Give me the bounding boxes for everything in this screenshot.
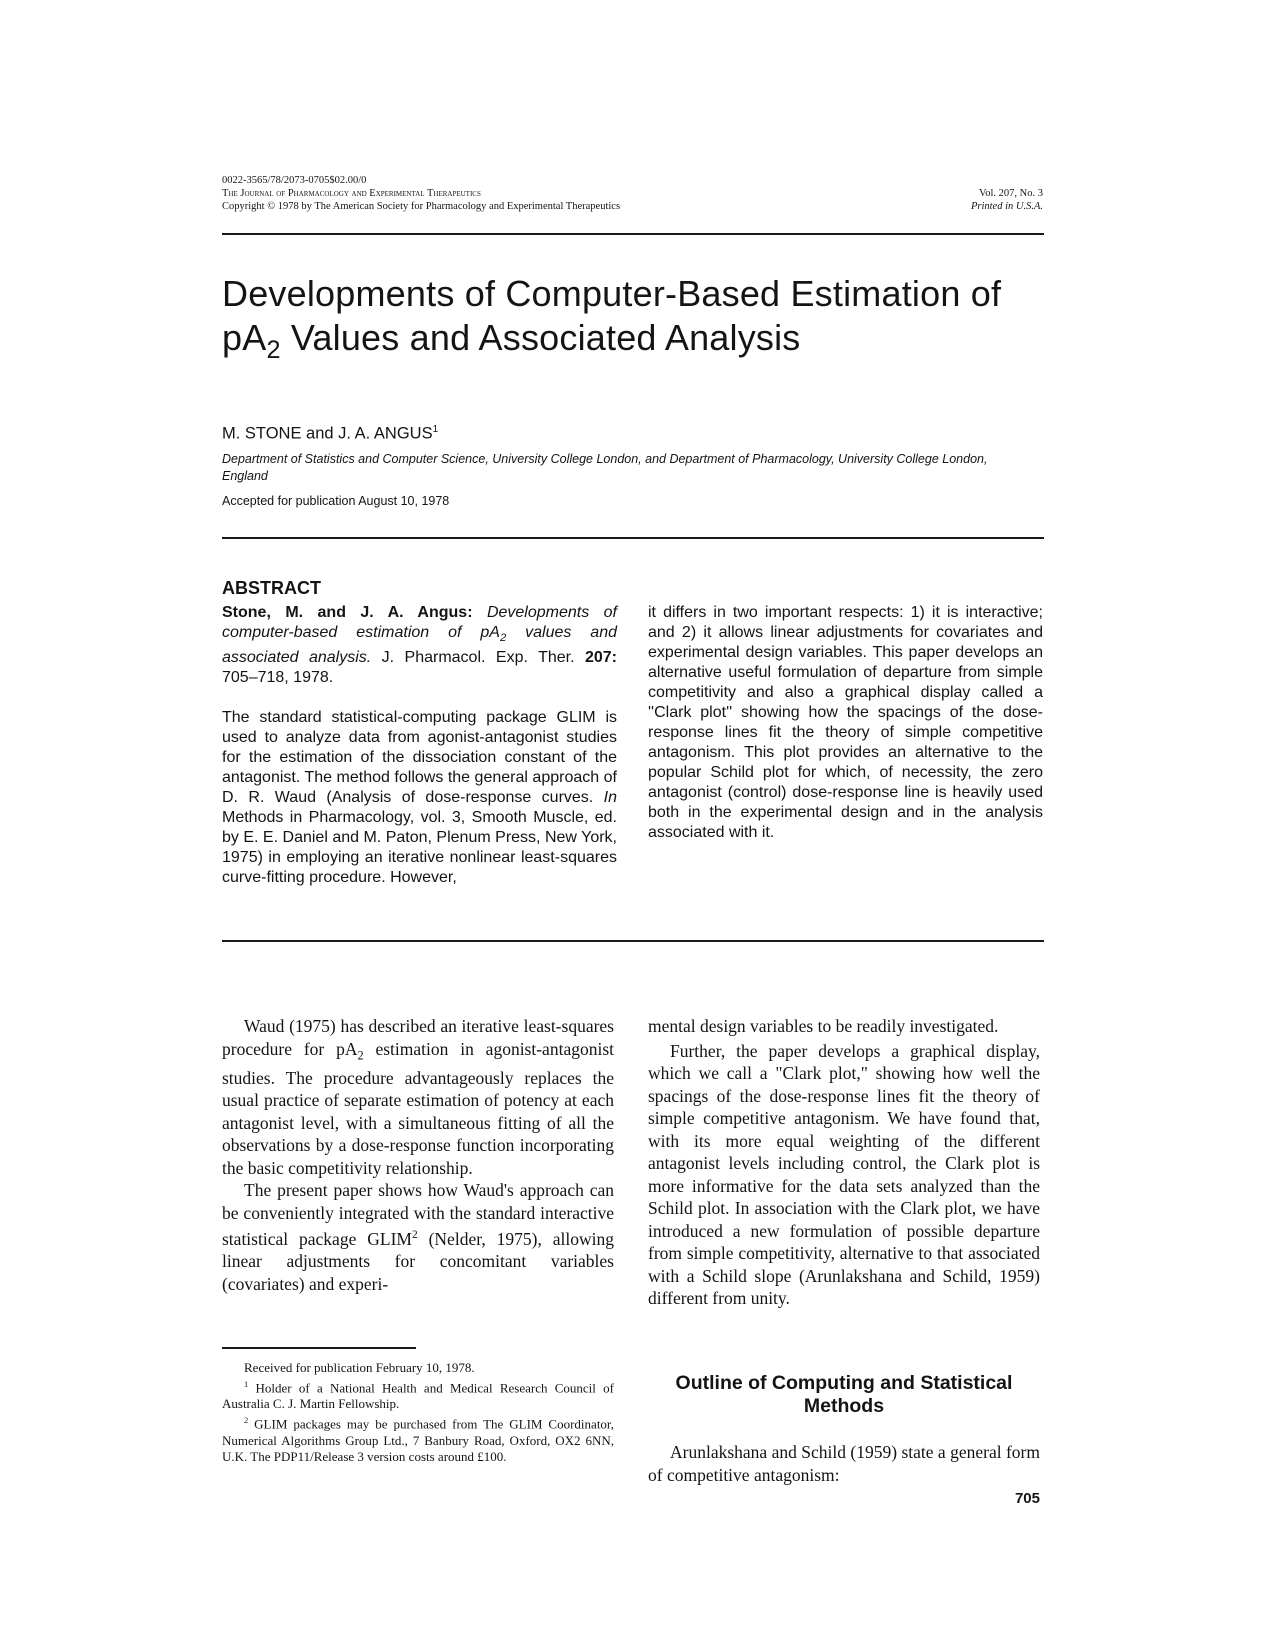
author-names: M. STONE and J. A. ANGUS	[222, 424, 433, 443]
abstract-heading: ABSTRACT	[222, 578, 321, 598]
abstract-paragraph-1: The standard statistical-computing package GLIM is used to analyze data from agonist-antagonist studies for the estimation of the dissociation constant of the antagonist. The method follows the general approach of D. R. Waud (Analysis of dose-response curves. In Methods in Pharmacology, vol. 3, Smooth Muscle, ed. by E. E. Daniel and M. Paton, Plenum Press, New York, 1975) in employing an iterative nonlinear least-squares curve-fitting procedure. However,	[222, 709, 617, 887]
printed-in: Printed in U.S.A.	[970, 201, 1043, 212]
footnote-2: $^2$ GLIM packages may be purchased from The GLIM Coordinator, Numerical Algorithms Group Ltd., 7 Banbury Road, Oxford, OX2 6NN, U.K. The PDP11/Release 3 version costs around £100.	[222, 1415, 614, 1464]
header-rule	[222, 233, 1044, 235]
footnote-rule	[222, 1347, 416, 1349]
body-paragraph: Arunlakshana and Schild (1959) state a general form of competitive antagonism:	[648, 1442, 1040, 1485]
body-paragraph: The present paper shows how Waud's approach can be conveniently integrated with the standard interactive statistical package GLIM$^2$ (Nelder, 1975), allowing linear adjustments for concomitant variables (covariates) and experi-	[222, 1180, 614, 1294]
footnotes	[222, 1360, 614, 1465]
volume-info	[971, 187, 1043, 213]
abstract-right-column	[648, 603, 1043, 863]
affiliation: Department of Statistics and Computer Science, University College London, and Department of Pharmacology, University College London, England	[222, 452, 988, 483]
abstract-citation: Stone, M. and J. A. Angus: Developments of computer-based estimation of $pA_2$ values and associated analysis. J. Pharmacol. Exp. Ther. 207: 705–718, 1978.	[222, 604, 617, 687]
article-code: 0022-3565/78/2073-0705$02.00/0	[222, 175, 367, 186]
accepted-date: Accepted for publication August 10, 1978	[222, 494, 450, 508]
section-heading: Outline of Computing and Statistical Methods	[675, 1372, 1013, 1417]
journal-header	[222, 174, 620, 213]
abstract-paragraph-2: it differs in two important respects: 1) it is interactive; and 2) it allows linear adjustments for covariates and experimental design variables. This paper develops an alternative useful formulation of departure from simple competitivity and also a graphical display called a ''Clark plot'' showing how the spacings of the dose-response lines fit the theory of simple competitive antagonism. This plot provides an alternative to the popular Schild plot for which, of necessity, the zero antagonist (control) dose-response line is heavily used both in the experimental design and in the analysis associated with it.	[648, 604, 1043, 841]
body-paragraph: Further, the paper develops a graphical display, which we call a "Clark plot," showing how well the spacings of the dose-response lines fit the theory of simple competitive antagonism. We have found that, with its more equal weighting of the different antagonist levels including control, the Clark plot is more informative for the data sets analyzed than the Schild plot. In association with the Clark plot, we have introduced a new formulation of possible departure from simple competitivity, alternative to that associated with a Schild slope (Arunlakshana and Schild, 1959) different from unity.	[648, 1040, 1040, 1308]
body-right-column	[648, 1015, 1040, 1310]
article-title: Developments of Computer-Based Estimation of $pA_2$ Values and Associated Analysis	[222, 273, 1002, 365]
author-line	[222, 424, 438, 444]
author-footnote-mark: 1	[432, 424, 439, 435]
body-paragraph: mental design variables to be readily investigated.	[648, 1016, 999, 1036]
journal-name: The Journal of Pharmacology and Experimental Therapeutics	[222, 188, 481, 199]
footnote-1: $^1$ Holder of a National Health and Medical Research Council of Australia C. J. Martin Fellowship.	[222, 1379, 614, 1412]
body-paragraph: Waud (1975) has described an iterative least-squares procedure for $pA_2$ estimation in agonist-antagonist studies. The procedure advantageously replaces the usual practice of separate estimation of potency at each antagonist level, with a simultaneous fitting of all the observations by a dose-response function incorporating the basic competitivity relationship.	[222, 1016, 614, 1178]
volume-number: Vol. 207, No. 3	[979, 188, 1043, 199]
body-right-column-continued	[648, 1441, 1040, 1486]
abstract-top-rule	[222, 537, 1044, 539]
received-date: Received for publication February 10, 1978.	[244, 1360, 475, 1375]
abstract-left-column	[222, 603, 617, 908]
body-left-column	[222, 1015, 614, 1295]
abstract-bottom-rule	[222, 940, 1044, 942]
page-number: 705	[1014, 1490, 1040, 1507]
copyright-line: Copyright © 1978 by The American Society for Pharmacology and Experimental Therapeutics	[222, 201, 621, 212]
